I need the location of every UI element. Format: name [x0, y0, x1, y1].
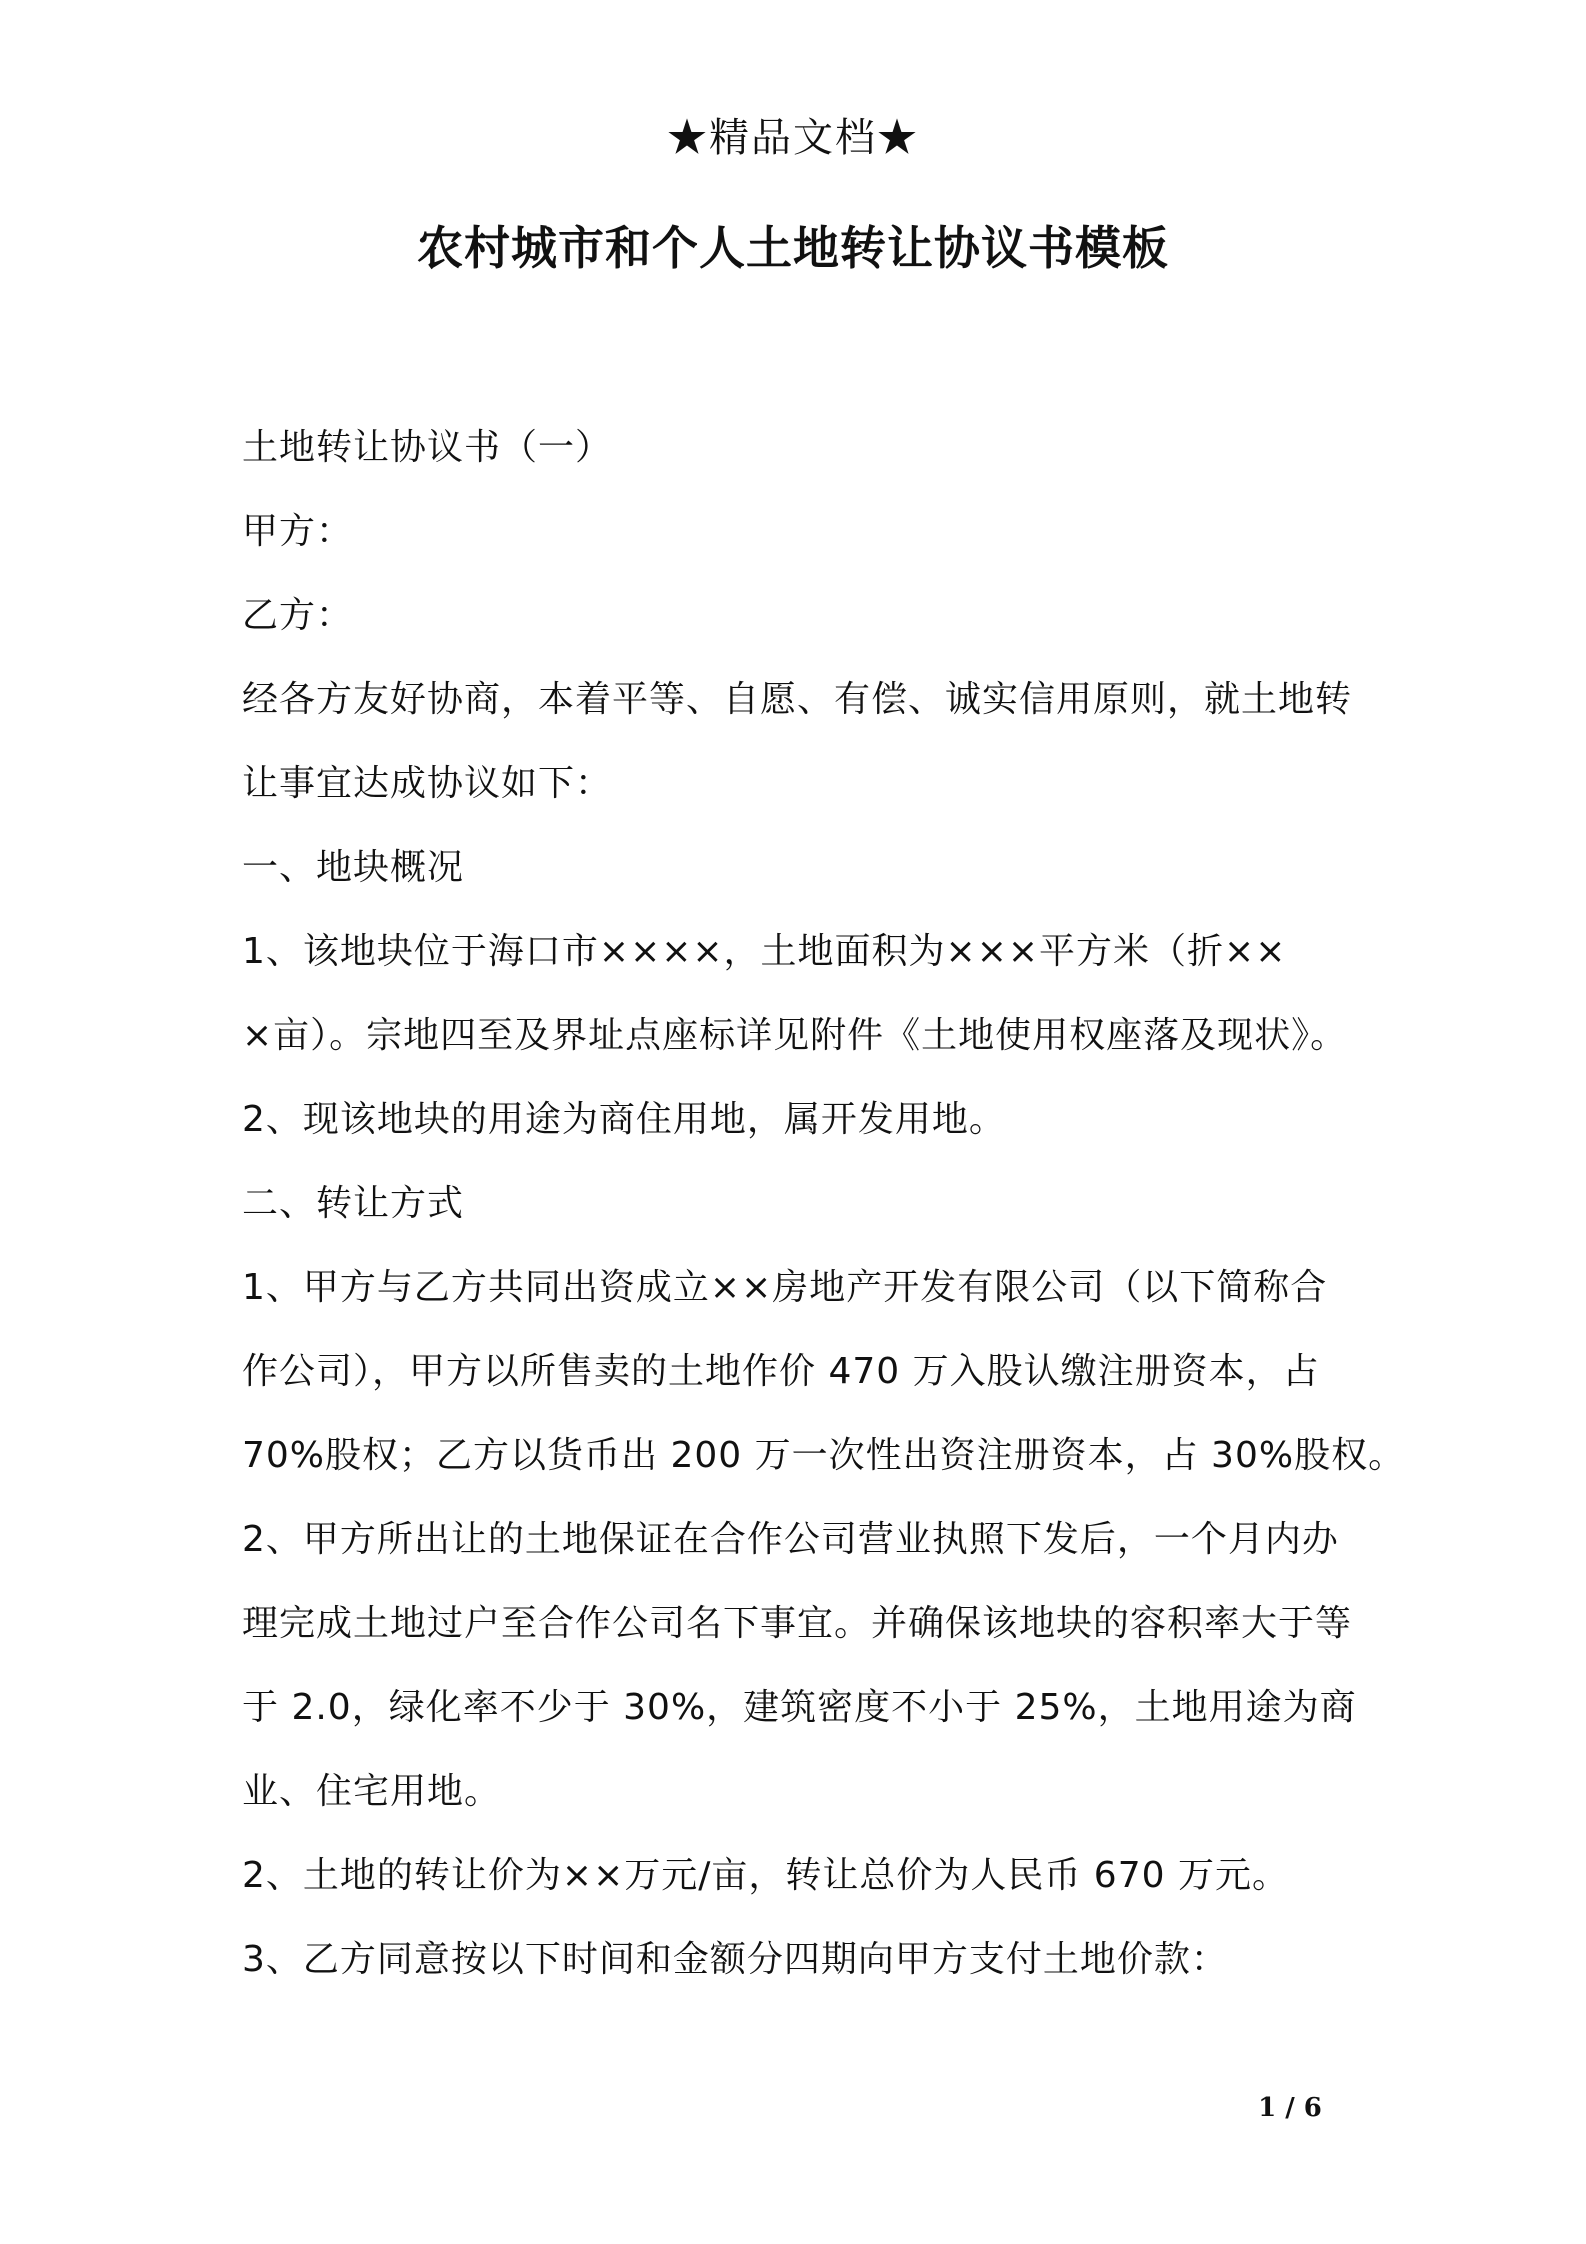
document-title: 农村城市和个人土地转让协议书模板: [417, 221, 1169, 275]
party-a-line: 甲方：: [242, 511, 354, 552]
document-header-mark: ★精品文档★: [667, 115, 919, 161]
paragraph-line: 经各方友好协商，本着平等、自愿、有偿、诚实信用原则，就土地转: [242, 679, 1353, 720]
paragraph-line: 70%股权；乙方以货币出 200 万一次性出资注册资本，占 30%股权。: [242, 1435, 1406, 1476]
paragraph-line: 作公司），甲方以所售卖的土地作价 470 万入股认缴注册资本，占: [242, 1351, 1320, 1392]
paragraph-line: 2、现该地块的用途为商住用地，属开发用地。: [242, 1099, 1006, 1140]
paragraph-line: 2、土地的转让价为××万元/亩，转让总价为人民币 670 万元。: [242, 1855, 1289, 1896]
section-heading: 二、转让方式: [242, 1183, 465, 1224]
paragraph-line: 1、甲方与乙方共同出资成立××房地产开发有限公司（以下简称合: [242, 1267, 1328, 1308]
paragraph-line: 让事宜达成协议如下：: [242, 763, 613, 804]
paragraph-line: 理完成土地过户至合作公司名下事宜。并确保该地块的容积率大于等: [242, 1603, 1353, 1644]
paragraph-line: 1、该地块位于海口市××××，土地面积为×××平方米（折××: [242, 931, 1287, 972]
page-number: 1 / 6: [1258, 2093, 1322, 2123]
section-heading: 一、地块概况: [242, 847, 465, 888]
paragraph-line: 3、乙方同意按以下时间和金额分四期向甲方支付土地价款：: [242, 1939, 1228, 1980]
document-body: [242, 406, 1406, 2002]
party-b-line: 乙方：: [242, 595, 354, 636]
paragraph-line: 2、甲方所出让的土地保证在合作公司营业执照下发后，一个月内办: [242, 1519, 1339, 1560]
paragraph-line: ×亩）。宗地四至及界址点座标详见附件《土地使用权座落及现状》。: [242, 1015, 1348, 1056]
paragraph-line: 业、住宅用地。: [242, 1771, 502, 1812]
paragraph-line: 于 2.0，绿化率不少于 30%，建筑密度不小于 25%，土地用途为商: [242, 1687, 1357, 1728]
section-heading: 土地转让协议书（一）: [242, 427, 613, 468]
